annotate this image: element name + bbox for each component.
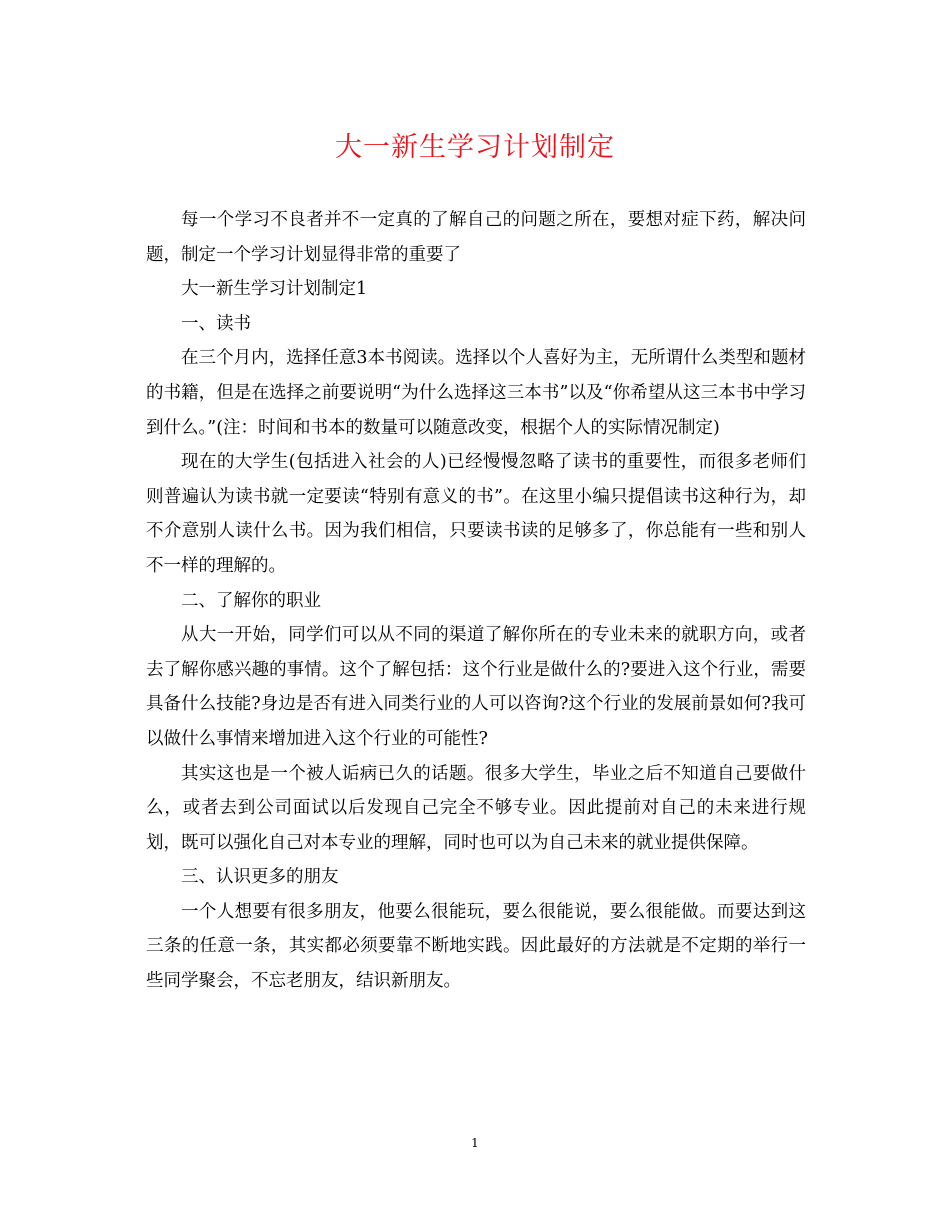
section-heading-friends: 三、认识更多的朋友 xyxy=(181,867,339,888)
career-paragraph-1: 从大一开始，同学们可以从不同的渠道了解你所在的专业未来的就职方向，或者去了解你感兴趣的事情。这个了解包括：这个行业是做什么的?要进入这个行业，需要具备什么技能?身边是否有进入同类行业的人可以咨询?这个行业的发展前景如何?我可以做什么事情来增加进入这个行业的可能性? xyxy=(146,625,806,749)
intro-paragraph: 每一个学习不良者并不一定真的了解自己的问题之所在，要想对症下药，解决问题，制定一个学习计划显得非常的重要了 xyxy=(146,210,806,265)
document-body xyxy=(146,203,806,999)
document-title: 大一新生学习计划制定 xyxy=(335,132,615,163)
section-heading-career: 二、了解你的职业 xyxy=(181,590,321,611)
reading-paragraph-1: 在三个月内，选择任意3本书阅读。选择以个人喜好为主，无所谓什么类型和题材的书籍，但是在选择之前要说明“为什么选择这三本书”以及“你希望从这三本书中学习到什么。”(注：时间和书本的数量可以随意改变，根据个人的实际情况制定) xyxy=(146,348,806,438)
friends-paragraph: 一个人想要有很多朋友，他要么很能玩，要么很能说，要么很能做。而要达到这三条的任意一条，其实都必须要靠不断地实践。因此最好的方法就是不定期的举行一些同学聚会，不忘老朋友，结识新朋友。 xyxy=(146,901,806,992)
section-heading-reading: 一、读书 xyxy=(181,313,251,334)
page-number: 1 xyxy=(471,1136,479,1150)
reading-paragraph-2: 现在的大学生(包括进入社会的人)已经慢慢忽略了读书的重要性，而很多老师们则普遍认为读书就一定要读“特别有意义的书”。在这里小编只提倡读书这种行为，却不介意别人读什么书。因为我们相信，只要读书读的足够多了，你总能有一些和别人不一样的理解的。 xyxy=(146,452,806,576)
plan-heading: 大一新生学习计划制定1 xyxy=(181,279,368,300)
career-paragraph-2: 其实这也是一个被人诟病已久的话题。很多大学生，毕业之后不知道自己要做什么，或者去到公司面试以后发现自己完全不够专业。因此提前对自己的未来进行规划，既可以强化自己对本专业的理解，同时也可以为自己未来的就业提供保障。 xyxy=(146,763,806,853)
